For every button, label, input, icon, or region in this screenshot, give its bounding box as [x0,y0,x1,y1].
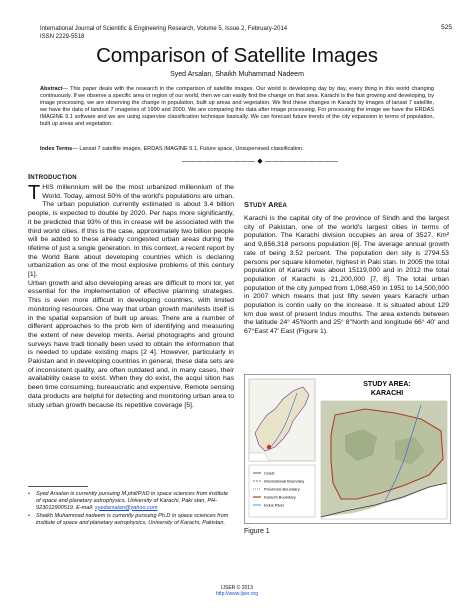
legend-item-karachi: Karachi Boundary [264,494,296,500]
map-title-line-2: KARACHI [370,390,404,397]
study-area-heading: STUDY AREA [244,200,288,209]
paper-authors: Syed Arsalan, Shaikh Muhammad Nadeem [170,71,304,78]
map-legend [249,465,315,517]
map-graphic [245,375,450,523]
right-column [244,200,449,337]
footer-url[interactable]: http://www.ijser.org [216,591,258,597]
issn: ISSN 2229-5518 [40,34,85,40]
legend-item-international: International Boundary [264,478,305,484]
journal-line: International Journal of Scientific & Engineering Research, Volume 5, Issue 2, February-2014 [40,26,288,32]
dropcap: T [28,182,41,204]
legend-item-coast: Coast [264,470,275,476]
footnote-2: • Shaikh Muhammad nadeem is currently pursuing Ph.D in space sciences from institute of space and planetary astrophysics, University of Karachi, Pakistan. [28,513,229,527]
section-separator: —————————— ◆ —————————— [182,158,339,165]
paper-title: Comparison of Satellite Images [96,44,378,67]
study-area-map [244,374,451,524]
index-terms [40,146,434,153]
footnote-rule [28,486,88,487]
journal-header [40,25,287,41]
legend-item-indus: Indus River [264,502,285,508]
pakistan-inset-map [249,379,315,461]
footnote-1: • Syed Arsalan is currently pursuing M.phil/P.hD in space sciences from institute of space and planetary astrophysics, University of Karachi, Paki stan, PH-923012900519. E-mail: syedarsalan@yahoo.com [28,491,229,511]
page-footer [0,585,474,597]
left-column [28,172,234,410]
map-title-line-1: STUDY AREA: [363,381,411,388]
abstract-text: — This paper deals with the research in the comparison of satellite images. Our world is developing day by day, every thing in this world changing continuously. If we observe a specific area or region of our world, then we can easily find the change on that area. Karachi is the fast growing and developing, by image processing, we are observing the change in population, built up areas and vegetation. We find these changes in Karachi by images of lansat 7 satellite, we have the data of landsat 7 imageries of 1990 and 2000. We are comparing this data after image processing. For processing the image we have the ERDAS IMAGINE 9.1 software and we are using supervise classification technique basically. We can forecast future trends of the city expansion in terms of population, built up areas and vegetation. [40,86,434,128]
introduction-paragraph-2: Urban growth and also developing areas are difficult to moni tor, yet essential for the implementation of effective planning strategies. This is even more difficult in developing countries, with limited monitoring resources. One way that urban growth manifests itself is in the spatial expansion of built up areas. There are a number of different approaches to the prob lem of identifying and measuring the extent of new develop ments. Aerial photographs and ground surveys have tradi tionally been used to obtain the information that is needed to update existing maps [2 4]. However, particularly in Pakistan and in developing countries in general, these data sets are of inconsistent quality, are often outdated and, in many cases, their availability cease to exist. When they do exist, the acqui sition has been time consuming, bureaucratic and expensive. Remote sensing data products are helpful for detecting and monitoring urban area to study urban growth because its repetitive coverage [5]. [28,279,234,409]
author-email-link[interactable]: syedarsalan@yahoo.com [94,504,158,511]
karachi-marker [267,445,271,449]
introduction-paragraph-1: THIS millennium will be the most urbanized millennium of the World. Today, almost 50% of the world's populations are urban. The urban population currently estimated is about 3.4 billion people, is expected to double by 2020. Per haps more significantly, it be predicted that 93% of this in crease will be associated with the third world cities. If this is the case, approximately two billion people will be added to these already congested urban areas during the lifetime of just a single generation. In this context, a recent report by the World Bank about developing countries which is declaring urbanization as one of the most explosive problems of this century [1]. [28,182,234,279]
footnotes [28,491,234,529]
abstract [40,86,434,129]
study-area-paragraph: Karachi is the capital city of the province of Sindh and the largest city of Pakistan, one of the world's largest cities in terms of population. The Karachi division occupies an area of 3527. Km² and 9,856,318 persons population [6]. The average annual growth rate of being 3.52 percent. The population den sity is 2794.53 persons per square kilometer, highest in Paki stan. In 2005 the total population of Karachi was about 15119,000 and in 2012 the total population of Karachi is 21,200,000 [7, 8]. The total urban population of the city jumped from 1,068,459 in 1951 to 14,500,000 in 2007 which means that just fifty seven years Karachi urban population is contin ually on the increase. It is situated about 129 km due west of present Indus mouths. The area extends between the latitude 24° 45'North and 25° 8''North and longitude 66° 40' and 67°East 47' East (Figure 1). [244,215,449,336]
introduction-heading: INTRODUCTION [28,172,77,181]
abstract-label: Abstract [40,86,63,92]
page-number: 525 [441,24,452,31]
index-terms-label: Index Terms [40,146,73,152]
figure-caption: Figure 1 [244,528,270,535]
footer-copyright: IJSER © 2013 [221,585,253,591]
legend-item-provincial: Provincial Boundary [264,486,300,492]
karachi-detail-map [321,401,447,519]
index-terms-text: — Lansat 7 satellite images, ERDAS IMAGINE 9.1, Future space, Unsupervised classification. [72,146,304,152]
